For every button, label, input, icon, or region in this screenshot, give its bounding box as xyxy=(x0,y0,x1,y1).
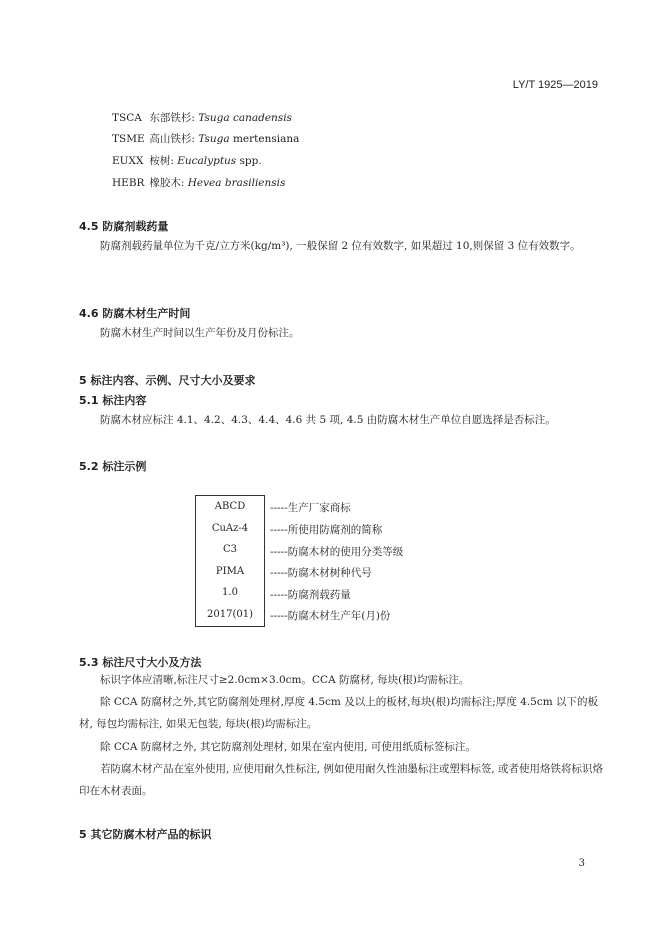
species-name: 橡胶木: xyxy=(149,177,185,189)
paragraph xyxy=(79,736,605,758)
section-heading: 5.1 标注内容 xyxy=(79,394,147,407)
species-latin: Tsuga canadensis xyxy=(198,112,292,124)
label-example-box xyxy=(195,495,265,627)
label-example-item: C3 xyxy=(222,544,237,556)
paragraph-text: 除 CCA 防腐材之外,其它防腐剂处理材,厚度 4.5cm 及以上的板材,每块(根)均需标注;厚度 4.5cm 以下的板材, 每包均需标注, 如果无包装, 每块(根)均需标注。 xyxy=(79,696,598,730)
label-example-note: -----防腐木材树种代号 xyxy=(270,567,372,579)
label-example-note: -----防腐木材生产年(月)份 xyxy=(270,610,391,622)
paragraph xyxy=(79,409,605,431)
label-example-item: ABCD xyxy=(214,501,246,512)
species-latin: Hevea brasiliensis xyxy=(187,177,286,189)
species-code: TSME xyxy=(112,133,145,145)
paragraph-text: 若防腐木材产品在室外使用, 应使用耐久性标注, 例如使用耐久性油墨标注或塑料标签, 或者使用烙铁将标识烙印在木材表面。 xyxy=(79,763,604,797)
species-name: 高山铁杉: xyxy=(149,133,195,145)
section-heading: 5.3 标注尺寸大小及方法 xyxy=(79,656,202,669)
species-latin: Eucalyptus xyxy=(177,155,237,167)
label-example-item: CuAz-4 xyxy=(211,522,249,534)
label-example-note: -----生产厂家商标 xyxy=(270,502,351,514)
paragraph-text: 除 CCA 防腐材之外, 其它防腐剂处理材, 如果在室内使用, 可使用纸质标签标注。 xyxy=(100,741,476,753)
paragraph xyxy=(79,691,605,735)
paragraph xyxy=(79,322,605,344)
label-example-item: PIMA xyxy=(215,565,245,577)
label-example-note: -----防腐木材的使用分类等级 xyxy=(270,546,404,558)
species-code: TSCA xyxy=(112,112,142,124)
species-latin: Tsuga xyxy=(198,133,230,145)
page-number: 3 xyxy=(578,858,585,869)
paragraph xyxy=(79,758,605,802)
species-code: EUXX xyxy=(112,155,144,167)
species-row xyxy=(112,153,262,168)
paragraph xyxy=(79,235,605,257)
section-heading: 5 其它防腐木材产品的标识 xyxy=(79,828,212,841)
label-example-item: 1.0 xyxy=(222,587,238,599)
species-code: HEBR xyxy=(112,177,145,189)
label-example-note: -----所使用防腐剂的简称 xyxy=(270,524,383,536)
standard-code: LY/T 1925—2019 xyxy=(512,79,598,91)
paragraph-text: 防腐木材生产时间以生产年份及月份标注。 xyxy=(100,327,300,339)
section-heading: 5 标注内容、示例、尺寸大小及要求 xyxy=(79,374,256,387)
species-row xyxy=(112,175,285,190)
label-example-item: 2017(01) xyxy=(207,608,253,620)
paragraph-text: 标识字体应清晰,标注尺寸≥2.0cm×3.0cm。CCA 防腐材, 每块(根)均需标注。 xyxy=(100,674,470,686)
paragraph xyxy=(79,669,605,691)
paragraph-text: 防腐木材应标注 4.1、4.2、4.3、4.4、4.6 共 5 项, 4.5 由防腐木材生产单位自愿选择是否标注。 xyxy=(100,414,556,426)
species-latin-plain: mertensiana xyxy=(232,133,300,145)
species-name: 东部铁杉: xyxy=(149,112,195,124)
species-name: 桉树: xyxy=(149,155,174,167)
label-example-note: -----防腐剂载药量 xyxy=(270,589,351,601)
section-heading: 4.6 防腐木材生产时间 xyxy=(79,307,191,320)
section-heading: 5.2 标注示例 xyxy=(79,460,147,473)
species-row xyxy=(112,110,292,125)
section-heading: 4.5 防腐剂载药量 xyxy=(79,220,169,233)
species-row xyxy=(112,131,299,146)
species-latin-plain: spp. xyxy=(239,155,262,167)
paragraph-text: 防腐剂载药量单位为千克/立方米(kg/m³), 一般保留 2 位有效数字, 如果超过 10,则保留 3 位有效数字。 xyxy=(100,240,581,252)
